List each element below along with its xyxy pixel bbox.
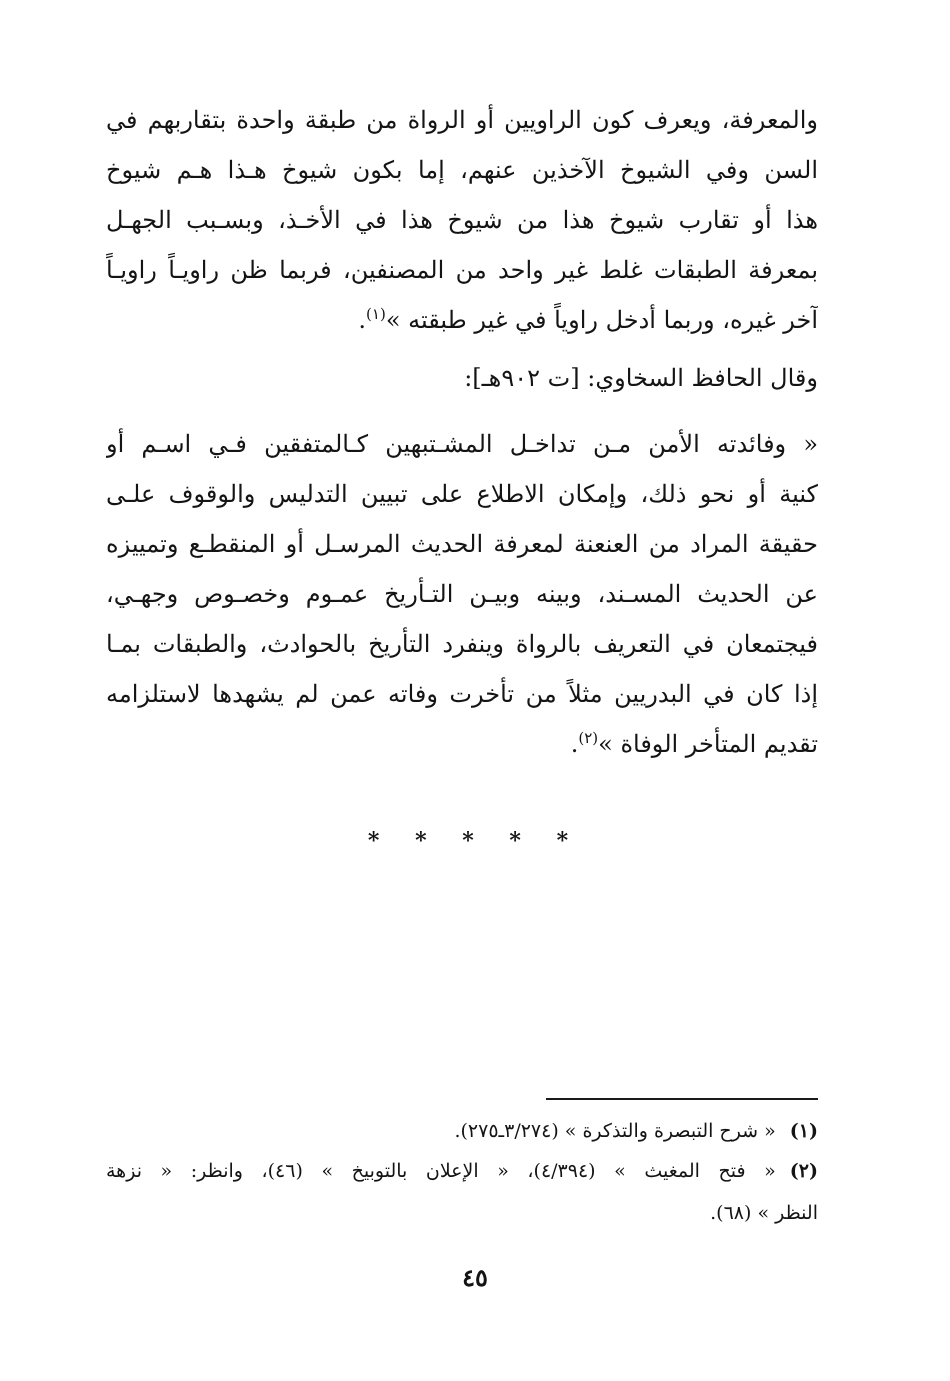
paragraph-2-line-1: « وفائدته الأمن مـن تداخـل المشـتبهين كـالمتفقين فـي اسـم أو [106, 430, 818, 458]
paragraph-1-end-mark: . [358, 306, 367, 334]
paragraph-1-line-4: بمعرفة الطبقات غلط غير واحد من المصنفين، فربما ظن راويـاً راويـاً [106, 256, 818, 284]
paragraph-2-line-3: حقيقة المراد من العنعنة لمعرفة الحديث المرسـل أو المنقطـع وتمييزه [106, 530, 818, 558]
section-separator: * * * * * [367, 828, 583, 854]
paragraph-2-line-7-text: تقديم المتأخر الوفاة » [598, 730, 818, 758]
quote-intro: وقال الحافظ السخاوي: [ت ٩٠٢هـ]: [464, 364, 818, 392]
paragraph-2-line-2: كنية أو نحو ذلك، وإمكان الاطلاع على تبيين التدليس والوقوف علـى [106, 480, 818, 508]
footnote-2-text-1: « فتح المغيث » (٤/٣٩٤)، « الإعلان بالتوبيخ » (٤٦)، وانظر: « نزهة [106, 1160, 776, 1182]
paragraph-1-line-5 [106, 296, 818, 344]
footnote-1-text: « شرح التبصرة والتذكرة » (٣/٢٧٤ـ٢٧٥). [454, 1120, 776, 1142]
paragraph-1-line-5-text: آخر غيره، وربما أدخل راوياً في غير طبقته » [385, 306, 818, 334]
paragraph-2-line-5: فيجتمعان في التعريف بالرواة وينفرد التأريخ بالحوادث، والطبقات بمـا [106, 630, 818, 658]
footnote-2-line-2: النظر » (٦٨). [710, 1202, 818, 1224]
paragraph-2-line-4: عن الحديث المسـند، وبينه وبيـن التـأريخ عمـوم وخصـوص وجهـي، [106, 580, 818, 608]
footnote-2-line-1 [106, 1152, 818, 1190]
paragraph-2-line-6: إذا كان في البدريين مثلاً من تأخرت وفاته عمن لم يشهدها لاستلزامه [106, 680, 818, 708]
footnote-ref-1: (١) [366, 305, 386, 323]
paragraph-1-line-2: السن وفي الشيوخ الآخذين عنهم، إما بكون شيوخ هـذا هـم شيوخ [106, 156, 818, 184]
paragraph-2-line-7 [106, 720, 818, 768]
footnote-2-number: (٢) [789, 1160, 818, 1182]
footnote-1 [106, 1112, 818, 1150]
paragraph-1-line-1: والمعرفة، ويعرف كون الراويين أو الرواة من طبقة واحدة بتقاربهم في [106, 106, 818, 134]
footnote-ref-2: (٢) [578, 729, 599, 747]
page-number: ٤٥ [462, 1263, 488, 1292]
footnote-1-number: (١) [789, 1120, 818, 1142]
paragraph-2-end-mark: . [570, 730, 579, 758]
paragraph-1-line-3: هذا أو تقارب شيوخ هذا من شيوخ هذا في الأخـذ، وبسـبب الجهـل [106, 206, 818, 234]
footnote-divider [546, 1098, 818, 1100]
